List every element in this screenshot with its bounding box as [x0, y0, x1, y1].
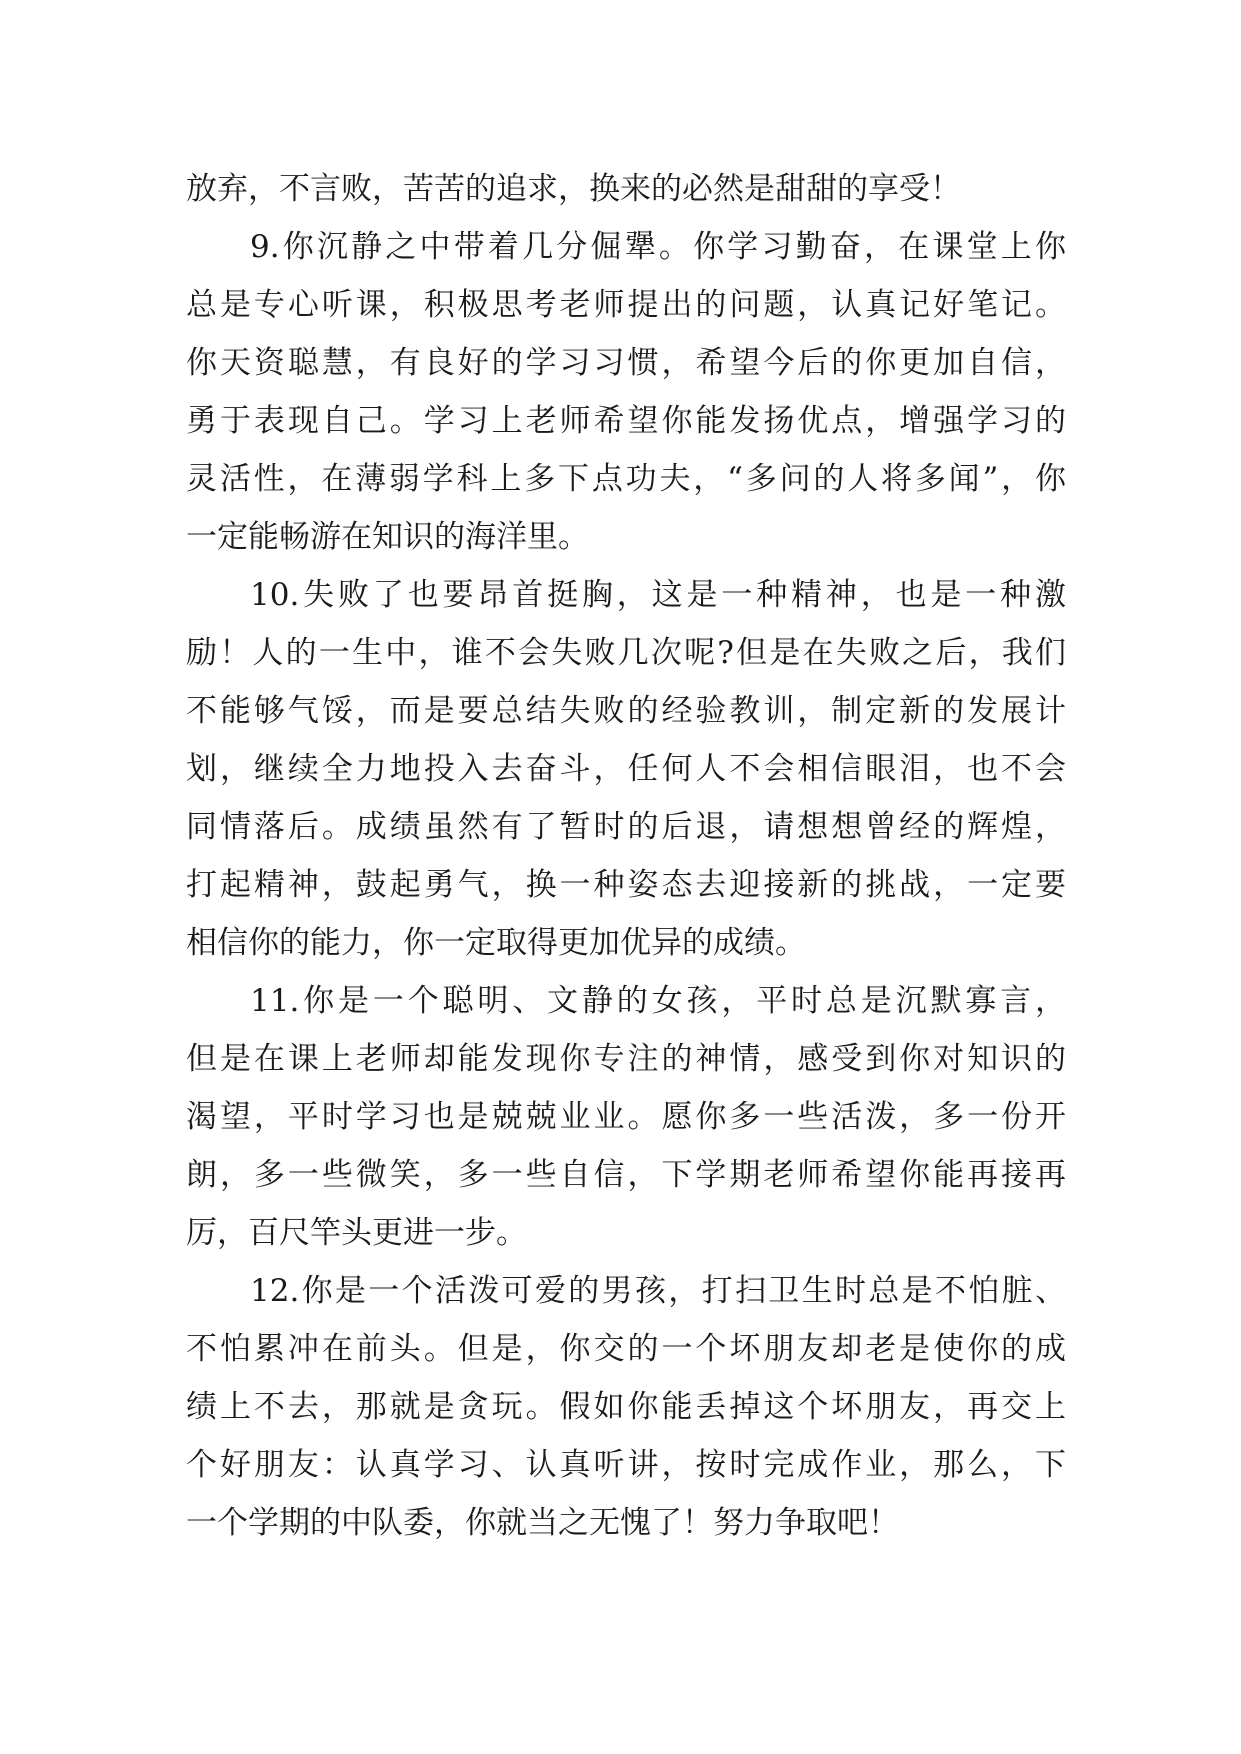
- text-line: 你天资聪慧，有良好的学习习惯，希望今后的你更加自信，: [186, 345, 1066, 381]
- text-line: 不怕累冲在前头。但是，你交的一个坏朋友却老是使你的成: [186, 1331, 1066, 1367]
- document-body: [186, 160, 1066, 1552]
- text-line: 勇于表现自己。学习上老师希望你能发扬优点，增强学习的: [186, 403, 1066, 439]
- text-line: 一个学期的中队委，你就当之无愧了！努力争取吧！: [186, 1505, 899, 1541]
- text-line: 励！人的一生中，谁不会失败几次呢?但是在失败之后，我们: [186, 635, 1066, 671]
- text-line: 不能够气馁，而是要总结失败的经验教训，制定新的发展计: [186, 693, 1066, 729]
- text-line: 一定能畅游在知识的海洋里。: [186, 519, 589, 555]
- text-line: 但是在课上老师却能发现你专注的神情，感受到你对知识的: [186, 1041, 1066, 1077]
- text-line: 放弃，不言败，苦苦的追求，换来的必然是甜甜的享受！: [186, 171, 961, 207]
- text-line: 12.你是一个活泼可爱的男孩，打扫卫生时总是不怕脏、: [250, 1273, 1066, 1309]
- text-line: 9.你沉静之中带着几分倔犟。你学习勤奋，在课堂上你: [250, 229, 1066, 265]
- text-line: 相信你的能力，你一定取得更加优异的成绩。: [186, 925, 806, 961]
- text-line: 10.失败了也要昂首挺胸，这是一种精神，也是一种激: [250, 577, 1066, 613]
- text-line: 渴望，平时学习也是兢兢业业。愿你多一些活泼，多一份开: [186, 1099, 1066, 1135]
- text-line: 同情落后。成绩虽然有了暂时的后退，请想想曾经的辉煌，: [186, 809, 1066, 845]
- text-line: 个好朋友：认真学习、认真听讲，按时完成作业，那么，下: [186, 1447, 1066, 1483]
- text-line: 绩上不去，那就是贪玩。假如你能丢掉这个坏朋友，再交上: [186, 1389, 1066, 1425]
- text-line: 打起精神，鼓起勇气，换一种姿态去迎接新的挑战，一定要: [186, 867, 1066, 903]
- text-line: 朗，多一些微笑，多一些自信，下学期老师希望你能再接再: [186, 1157, 1066, 1193]
- text-line: 总是专心听课，积极思考老师提出的问题，认真记好笔记。: [186, 287, 1066, 323]
- text-line: 划，继续全力地投入去奋斗，任何人不会相信眼泪，也不会: [186, 751, 1066, 787]
- text-line: 11.你是一个聪明、文静的女孩，平时总是沉默寡言，: [250, 983, 1066, 1019]
- text-line: 厉，百尺竿头更进一步。: [186, 1215, 527, 1251]
- text-line: 灵活性，在薄弱学科上多下点功夫，“多问的人将多闻”，你: [186, 461, 1066, 497]
